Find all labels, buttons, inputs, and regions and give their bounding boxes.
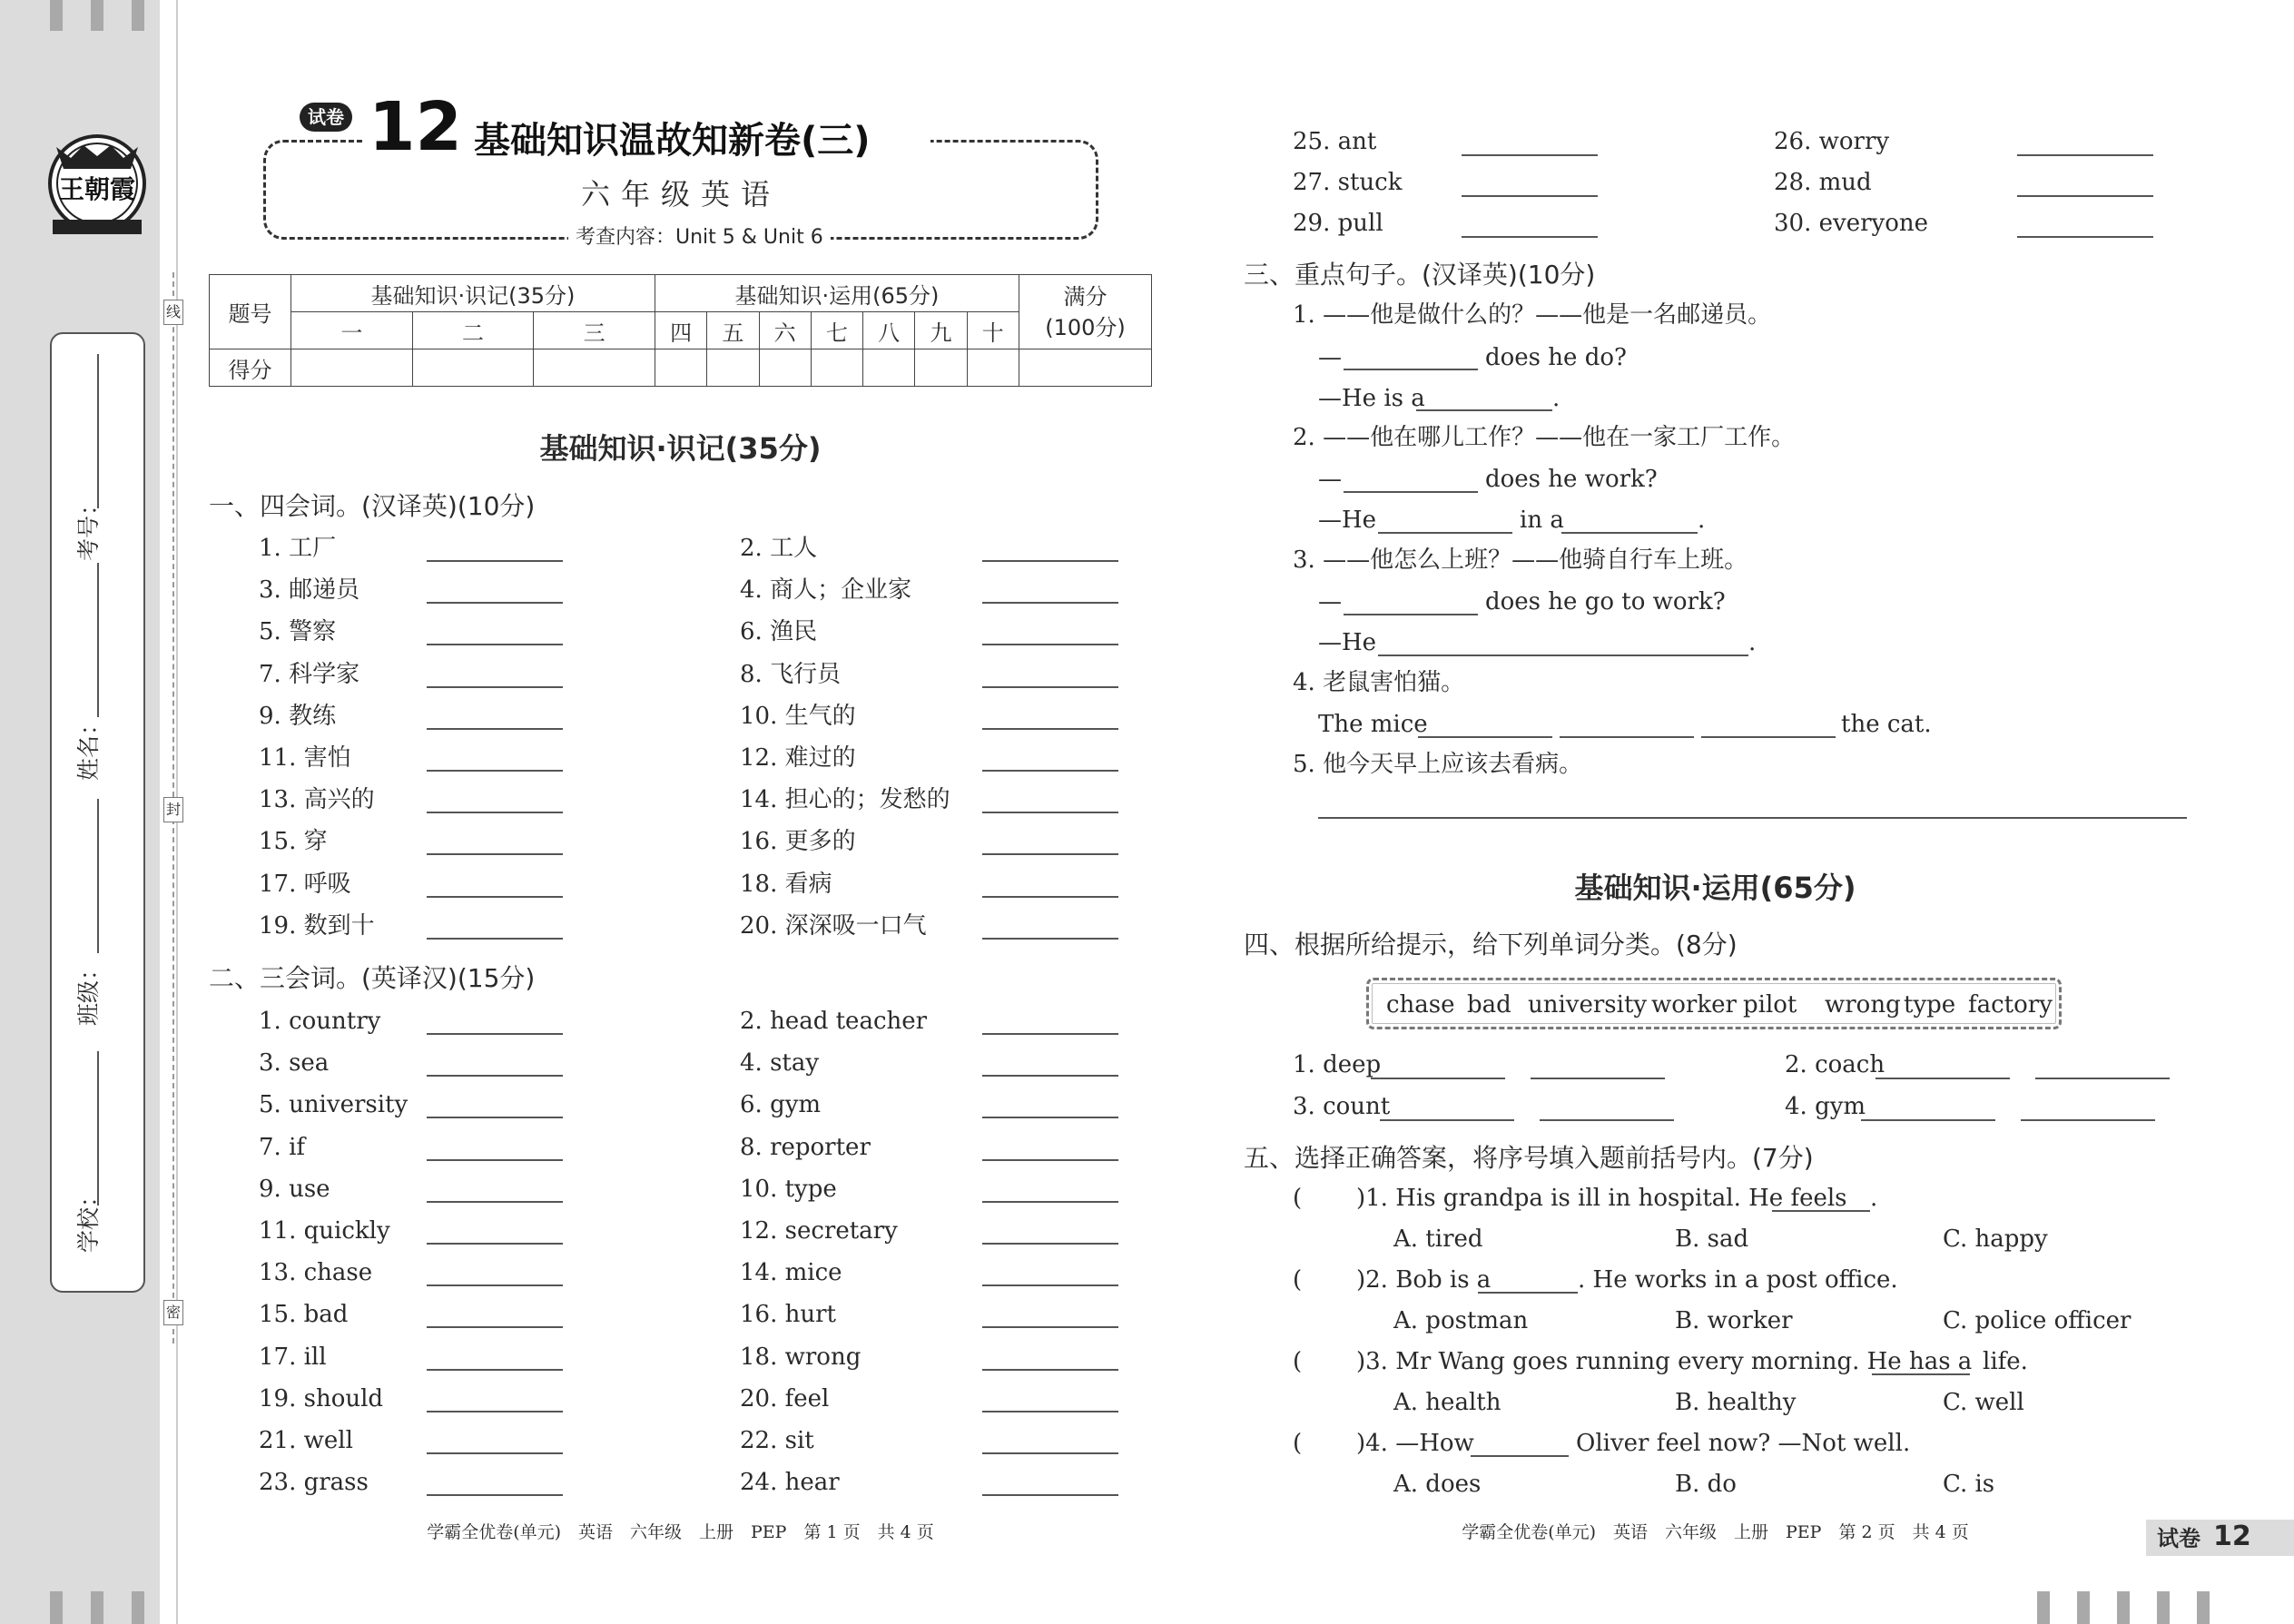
q2-item: 29. pull: [1293, 210, 1383, 237]
q3-text: .: [1552, 385, 1561, 412]
corner-mark: [132, 0, 144, 31]
score-cell[interactable]: [811, 349, 862, 387]
word-bank-item: worker: [1651, 991, 1737, 1019]
q2-item: 3. sea: [259, 1049, 330, 1078]
q2-item: 10. type: [740, 1175, 837, 1203]
answer-blank[interactable]: [1418, 736, 1552, 738]
q4-item: 3. count: [1293, 1093, 1391, 1120]
q2-item: 12. secretary: [740, 1217, 898, 1245]
q1-item: 6. 渔民: [740, 618, 818, 646]
answer-blank[interactable]: [982, 896, 1118, 898]
score-full-label: 满分: [1063, 283, 1108, 310]
word-bank-item: chase: [1386, 991, 1455, 1019]
q3-text: —He is a: [1318, 385, 1425, 412]
q2-item: 1. country: [259, 1008, 381, 1035]
header-subtitle: 六年级英语: [580, 177, 781, 212]
answer-blank[interactable]: [982, 728, 1118, 730]
q5-stem: Oliver feel now? —Not well.: [1576, 1430, 1911, 1457]
score-cell[interactable]: [759, 349, 811, 387]
q2-item: 18. wrong: [740, 1343, 861, 1371]
answer-blank[interactable]: [427, 1452, 563, 1454]
corner-mark: [2197, 1591, 2210, 1624]
q2-item: 27. stuck: [1293, 169, 1403, 196]
q1-item: 19. 数到十: [259, 911, 375, 940]
q1-item: 20. 深深吸一口气: [740, 911, 927, 940]
answer-blank[interactable]: [982, 1201, 1118, 1203]
q1-item: 4. 商人；企业家: [740, 576, 912, 605]
bind-char-seal: 封: [163, 797, 183, 822]
score-group1: 基础知识·识记(35分): [291, 275, 655, 312]
q3-title: 三、重点句子。(汉译英)(10分): [1244, 260, 1596, 290]
answer-blank[interactable]: [427, 1075, 563, 1077]
answer-blank[interactable]: [1380, 1119, 1514, 1121]
option-c[interactable]: C. well: [1943, 1389, 2024, 1416]
footer-left: 学霸全优卷(单元) 英语 六年级 上册 PEP 第 1 页 共 4 页: [427, 1522, 934, 1542]
q1-item: 1. 工厂: [259, 535, 337, 562]
option-a[interactable]: A. health: [1393, 1389, 1501, 1416]
q1-item: 3. 邮递员: [259, 576, 360, 605]
score-col: 八: [863, 312, 915, 349]
q3-s5-cn: 5. 他今天早上应该去看病。: [1293, 751, 1583, 778]
q5-stem: )1. His grandpa is ill in hospital. He feels: [1356, 1185, 1847, 1212]
q2-item: 7. if: [259, 1133, 306, 1161]
q5-stem: )4. —How: [1356, 1430, 1474, 1457]
class-label: 班级：: [75, 957, 102, 1026]
score-row-label: 得分: [210, 349, 291, 387]
corner-mark: [50, 0, 63, 31]
option-b[interactable]: B. do: [1675, 1471, 1737, 1498]
score-cell[interactable]: [412, 349, 534, 387]
school-label: 学校：: [75, 1184, 102, 1253]
q4-item: 4. gym: [1785, 1093, 1866, 1120]
answer-blank[interactable]: [1561, 532, 1698, 534]
q2-item: 22. sit: [740, 1427, 814, 1454]
answer-blank[interactable]: [427, 938, 563, 940]
q5-stem: life.: [1983, 1348, 2028, 1375]
answer-blank[interactable]: [982, 686, 1118, 688]
answer-blank[interactable]: [982, 1284, 1118, 1286]
q2-item: 17. ill: [259, 1343, 327, 1371]
answer-blank[interactable]: [1462, 236, 1598, 238]
q3-text: —He: [1318, 507, 1377, 534]
q2-item: 21. well: [259, 1427, 353, 1454]
score-col: 二: [412, 312, 534, 349]
answer-blank[interactable]: [1462, 195, 1598, 197]
class-field[interactable]: [97, 799, 99, 953]
q2-item: 2. head teacher: [740, 1008, 928, 1035]
answer-blank[interactable]: [982, 1452, 1118, 1454]
q3-text: —: [1318, 466, 1342, 493]
option-c[interactable]: C. police officer: [1943, 1307, 2132, 1334]
option-c[interactable]: C. is: [1943, 1471, 1995, 1498]
score-table: [209, 274, 1152, 387]
q3-s1-cn: 1. ——他是做什么的？——他是一名邮递员。: [1293, 301, 1772, 329]
score-cell[interactable]: [291, 349, 413, 387]
answer-blank[interactable]: [1378, 532, 1512, 534]
answer-blank[interactable]: [1478, 1292, 1578, 1294]
bind-char-line: 线: [163, 300, 183, 325]
answer-blank[interactable]: [427, 1033, 563, 1035]
q2-item: 8. reporter: [740, 1133, 871, 1161]
score-col: 十: [967, 312, 1019, 349]
answer-blank[interactable]: [982, 1326, 1118, 1328]
q5-stem: )2. Bob is a: [1356, 1266, 1492, 1294]
q4-item: 2. coach: [1785, 1051, 1885, 1078]
section-b-title: 基础知识·运用(65分): [1574, 871, 1856, 905]
answer-blank[interactable]: [1371, 1078, 1505, 1079]
answer-blank[interactable]: [982, 560, 1118, 562]
answer-blank[interactable]: [1861, 1119, 1995, 1121]
q2-item: 16. hurt: [740, 1301, 836, 1329]
score-cell[interactable]: [863, 349, 915, 387]
header-title: 基础知识温故知新卷(三): [474, 120, 871, 162]
corner-mark: [2037, 1591, 2050, 1624]
q1-item: 2. 工人: [740, 535, 818, 562]
q4-item: 1. deep: [1293, 1051, 1382, 1078]
answer-blank[interactable]: [982, 1075, 1118, 1077]
answer-blank[interactable]: [982, 1033, 1118, 1035]
q3-text: in a: [1520, 507, 1564, 534]
answer-blank[interactable]: [427, 602, 563, 604]
answer-blank[interactable]: [427, 1494, 563, 1496]
answer-paren[interactable]: (: [1293, 1430, 1303, 1457]
q1-item: 11. 害怕: [259, 744, 351, 772]
answer-blank[interactable]: [427, 1201, 563, 1203]
answer-blank[interactable]: [427, 812, 563, 813]
logo-text: 王朝霞: [58, 174, 135, 204]
answer-blank[interactable]: [1318, 817, 2187, 819]
answer-blank[interactable]: [982, 770, 1118, 772]
name-label: 姓名：: [75, 712, 102, 781]
answer-blank[interactable]: [982, 602, 1118, 604]
score-cell[interactable]: [707, 349, 759, 387]
answer-blank[interactable]: [1416, 409, 1552, 411]
q1-item: 9. 教练: [259, 702, 337, 730]
answer-paren[interactable]: (: [1293, 1185, 1303, 1212]
q2-item: 9. use: [259, 1175, 330, 1203]
answer-blank[interactable]: [1876, 1078, 2010, 1079]
answer-blank[interactable]: [1378, 655, 1748, 656]
answer-blank[interactable]: [1471, 1455, 1569, 1457]
q1-item: 5. 警察: [259, 618, 337, 646]
option-b[interactable]: B. worker: [1675, 1307, 1793, 1334]
score-col: 三: [534, 312, 655, 349]
score-col: 六: [759, 312, 811, 349]
answer-blank[interactable]: [427, 770, 563, 772]
q1-item: 16. 更多的: [740, 828, 856, 856]
score-col: 四: [655, 312, 706, 349]
q3-text: The mice: [1318, 711, 1428, 738]
q2-item: 14. mice: [740, 1259, 842, 1287]
exam-tag-label: 试卷: [2157, 1526, 2200, 1551]
answer-blank[interactable]: [2017, 154, 2153, 156]
answer-blank[interactable]: [2021, 1119, 2155, 1121]
answer-blank[interactable]: [982, 1117, 1118, 1118]
q2-item: 11. quickly: [259, 1217, 390, 1245]
answer-blank[interactable]: [1344, 614, 1478, 615]
answer-blank[interactable]: [427, 728, 563, 730]
corner-mark: [2117, 1591, 2130, 1624]
q3-text: .: [1748, 629, 1757, 656]
answer-blank[interactable]: [1772, 1210, 1870, 1212]
q1-item: 12. 难过的: [740, 744, 856, 772]
q2-item: 25. ant: [1293, 128, 1377, 155]
q2-item: 15. bad: [259, 1301, 349, 1329]
option-a[interactable]: A. postman: [1393, 1307, 1529, 1334]
q2-item: 5. university: [259, 1091, 409, 1119]
q1-item: 13. 高兴的: [259, 786, 375, 814]
answer-blank[interactable]: [427, 1326, 563, 1328]
answer-blank[interactable]: [427, 644, 563, 645]
answer-blank[interactable]: [1701, 736, 1836, 738]
answer-blank[interactable]: [427, 1159, 563, 1161]
answer-blank[interactable]: [427, 1243, 563, 1245]
score-col: 一: [291, 312, 413, 349]
q1-item: 17. 呼吸: [259, 870, 351, 898]
word-bank-item: university: [1528, 991, 1648, 1019]
corner-mark: [91, 0, 103, 31]
q1-item: 8. 飞行员: [740, 660, 842, 688]
q1-item: 7. 科学家: [259, 660, 360, 688]
score-cell[interactable]: [534, 349, 655, 387]
bind-char-secret: 密: [163, 1300, 183, 1325]
answer-blank[interactable]: [2035, 1078, 2170, 1079]
answer-blank[interactable]: [427, 1411, 563, 1412]
q3-s3-cn: 3. ——他怎么上班？——他骑自行车上班。: [1293, 546, 1748, 574]
footer-right: 学霸全优卷(单元) 英语 六年级 上册 PEP 第 2 页 共 4 页: [1462, 1522, 1969, 1542]
option-b[interactable]: B. healthy: [1675, 1389, 1797, 1416]
answer-blank[interactable]: [427, 1117, 563, 1118]
score-cell[interactable]: [915, 349, 967, 387]
answer-blank[interactable]: [427, 560, 563, 562]
q2-item: 20. feel: [740, 1384, 830, 1412]
option-b[interactable]: B. sad: [1675, 1225, 1749, 1253]
answer-paren[interactable]: (: [1293, 1348, 1303, 1375]
score-cell[interactable]: [655, 349, 706, 387]
corner-mark: [91, 1591, 103, 1624]
corner-mark: [2157, 1591, 2170, 1624]
answer-paren[interactable]: (: [1293, 1266, 1303, 1294]
answer-blank[interactable]: [982, 1243, 1118, 1245]
q2-item: 4. stay: [740, 1049, 820, 1078]
q3-text: does he do?: [1485, 344, 1627, 371]
q3-text: the cat.: [1841, 711, 1932, 738]
answer-blank[interactable]: [427, 896, 563, 898]
q2-item: 30. everyone: [1774, 210, 1928, 237]
number-label: 考号：: [75, 492, 102, 561]
q5-title: 五、选择正确答案，将序号填入题前括号内。(7分): [1244, 1143, 1814, 1173]
q2-title: 二、三会词。(英译汉)(15分): [209, 963, 536, 993]
answer-blank[interactable]: [982, 1369, 1118, 1371]
answer-blank[interactable]: [982, 812, 1118, 813]
word-bank-item: wrong: [1825, 991, 1901, 1019]
q5-stem: . He works in a post office.: [1578, 1266, 1898, 1294]
section-a-title: 基础知识·识记(35分): [539, 431, 822, 466]
score-full: [1019, 275, 1152, 349]
score-col: 九: [915, 312, 967, 349]
word-bank-item: pilot: [1743, 991, 1797, 1019]
q5-stem: )3. Mr Wang goes running every morning. He has a: [1356, 1348, 1973, 1375]
q1-item: 18. 看病: [740, 870, 832, 898]
q3-text: does he go to work?: [1485, 588, 1726, 615]
q1-item: 15. 穿: [259, 828, 328, 856]
q2-item: 6. gym: [740, 1091, 822, 1119]
q3-text: —: [1318, 344, 1342, 371]
exam-tag-number: 12: [2213, 1521, 2251, 1552]
header-scope: 考查内容：Unit 5 & Unit 6: [568, 226, 831, 250]
answer-blank[interactable]: [1462, 154, 1598, 156]
answer-blank[interactable]: [982, 1411, 1118, 1412]
option-c[interactable]: C. happy: [1943, 1225, 2048, 1253]
q5-stem: .: [1870, 1185, 1878, 1212]
answer-blank[interactable]: [427, 1284, 563, 1286]
word-bank-item: factory: [1968, 991, 2053, 1019]
q1-item: 14. 担心的；发愁的: [740, 786, 950, 814]
q3-text: does he work?: [1485, 466, 1658, 493]
corner-mark: [50, 1591, 63, 1624]
answer-blank[interactable]: [1540, 1119, 1674, 1121]
answer-blank[interactable]: [1560, 736, 1694, 738]
exam-number: 12: [369, 88, 462, 166]
q3-s2-cn: 2. ——他在哪儿工作？——他在一家工厂工作。: [1293, 424, 1796, 451]
q2-item: 26. worry: [1774, 128, 1890, 155]
option-a[interactable]: A. tired: [1393, 1225, 1483, 1253]
name-field[interactable]: [97, 563, 99, 717]
answer-blank[interactable]: [427, 1369, 563, 1371]
score-group2: 基础知识·运用(65分): [655, 275, 1019, 312]
score-col: 七: [811, 312, 862, 349]
q1-item: 10. 生气的: [740, 702, 856, 730]
q3-text: —He: [1318, 629, 1377, 656]
score-cell[interactable]: [967, 349, 1019, 387]
answer-blank[interactable]: [982, 1159, 1118, 1161]
option-a[interactable]: A. does: [1393, 1471, 1482, 1498]
q2-item: 19. should: [259, 1384, 384, 1412]
brand-logo: [44, 129, 151, 247]
q4-title: 四、根据所给提示，给下列单词分类。(8分): [1244, 930, 1738, 960]
score-full-value: (100分): [1045, 314, 1126, 340]
answer-blank[interactable]: [982, 853, 1118, 855]
answer-blank[interactable]: [427, 853, 563, 855]
answer-blank[interactable]: [982, 644, 1118, 645]
answer-blank[interactable]: [1344, 491, 1478, 493]
number-field[interactable]: [97, 354, 99, 508]
word-bank-item: bad: [1467, 991, 1511, 1019]
answer-blank[interactable]: [1872, 1373, 1970, 1375]
q3-text: .: [1698, 507, 1706, 534]
score-cell[interactable]: [1019, 349, 1152, 387]
q2-item: 23. grass: [259, 1469, 369, 1497]
q3-text: —: [1318, 588, 1342, 615]
q1-title: 一、四会词。(汉译英)(10分): [209, 491, 536, 521]
exam-badge: 试卷: [300, 103, 352, 132]
q2-item: 28. mud: [1774, 169, 1872, 196]
answer-blank[interactable]: [982, 938, 1118, 940]
answer-blank[interactable]: [982, 1494, 1118, 1496]
corner-mark: [2077, 1591, 2090, 1624]
score-col: 五: [707, 312, 759, 349]
q2-item: 13. chase: [259, 1259, 373, 1287]
word-bank-item: type: [1904, 991, 1956, 1019]
answer-blank[interactable]: [2017, 195, 2153, 197]
school-field[interactable]: [97, 1051, 99, 1206]
answer-blank[interactable]: [1531, 1078, 1665, 1079]
q3-s4-cn: 4. 老鼠害怕猫。: [1293, 669, 1465, 696]
answer-blank[interactable]: [1344, 369, 1478, 370]
corner-mark: [132, 1591, 144, 1624]
score-col-title: 题号: [210, 275, 291, 349]
q2-item: 24. hear: [740, 1469, 840, 1497]
answer-blank[interactable]: [427, 686, 563, 688]
answer-blank[interactable]: [2017, 236, 2153, 238]
